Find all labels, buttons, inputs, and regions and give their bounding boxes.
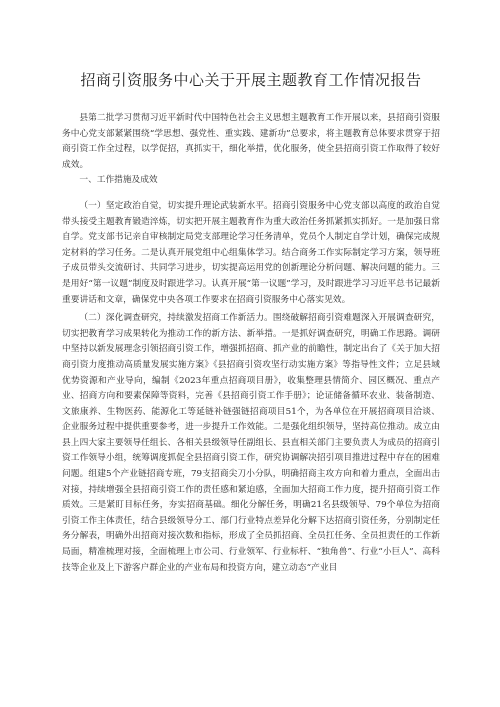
body-paragraph-2: （二）深化调查研究，持续激发招商工作新活力。围绕破解招商引资难题深入开展调查研究，切实把教育学习成果转化为推动工作的新方法、新举措。一是抓好调查研究，明确工作思路。调研中坚持以新发展理念引领招商引资工作，增强抓招商、抓产业的前瞻性，制定出台了《关于加大招商引资力度推动高质量发展实施方案》《县招商引资攻坚行动实施方案》等指导性文件；立足县域优势资源和产业导向，编制《2023年重点招商项目册》，收集整理县情简介、园区概况、重点产业、招商方向和要素保障等资料，完善《县招商引资工作手册》；论证储备循环农业、装备制造、文旅康养、生物医药、能源化工等延链补链强链招商项目51个，为各单位在开展招商项目洽谈、企业服务过程中提供重要参考，进一步提升工作效能。二是强化组织领导，坚持高位推动。成立由县上四大家主要领导任组长、各相关县级领导任副组长、县直相关部门主要负责人为成员的招商引资工作领导小组，统筹调度抓促全县招商引资工作，研究协调解决招引项目推进过程中存在的困难问题。组建5个产业链招商专班，79支招商尖刀小分队，明确招商主攻方向和着力重点，全面出击对接，持续增强全县招商引资工作的责任感和紧迫感，全面加大招商工作力度，提升招商引资工作质效。三是紧盯目标任务，夯实招商基础。细化分解任务，明确21名县级领导、79个单位为招商引资工作主体责任，结合县级领导分工、部门行业特点差异化分解下达招商引资任务，分别制定任务分解表，明确外出招商对接次数和指标，形成了全员抓招商、全员扛任务、全员担责任的工作新局面，精准梳理对接，全面梳理上市公司、行业领军、行业标杆、“独角兽”、行业“小巨人”、高科技等企业及上下游客户群企业的产业布局和投资方向，建立动态“产业目 [62, 313, 440, 573]
intro-paragraph: 县第二批学习贯彻习近平新时代中国特色社会主义思想主题教育工作开展以来，县招商引资服务中心党支部紧紧围绕“学思想、强党性、重实践、建新功”总要求，将主题教育总体要求贯穿于招商引资工作全过程，以学促招，真抓实干，细化举措，优化服务，使全县招商引资工作取得了较好成效。 [62, 113, 440, 170]
body-paragraph-1: （一）坚定政治自觉，切实提升理论武装新水平。招商引资服务中心党支部以高度的政治自觉带头接受主题教育锻造淬炼，切实把开展主题教育作为重大政治任务抓紧抓实抓好。一是加强日常自学。党支部书记亲自审核制定局党支部理论学习任务清单，党员个人制定自学计划，确保完成规定材料的学习任务。二是认真开展党组中心组集体学习。结合商务工作实际制定学习方案，领导班子成员带头交流研讨、共同学习进步，切实提高运用党的创新理论分析问题、解决问题的能力。三是用好“第一议题”制度及时跟进学习。认真开展“第一议题”学习，及时跟进学习习近平总书记最新重要讲话和文章，确保党中央各项工作要求在招商引资服务中心落实见效。 [62, 200, 440, 305]
document-title: 招商引资服务中心关于开展主题教育工作情况报告 [80, 71, 422, 89]
section-heading: 一、工作措施及成效 [79, 175, 158, 186]
